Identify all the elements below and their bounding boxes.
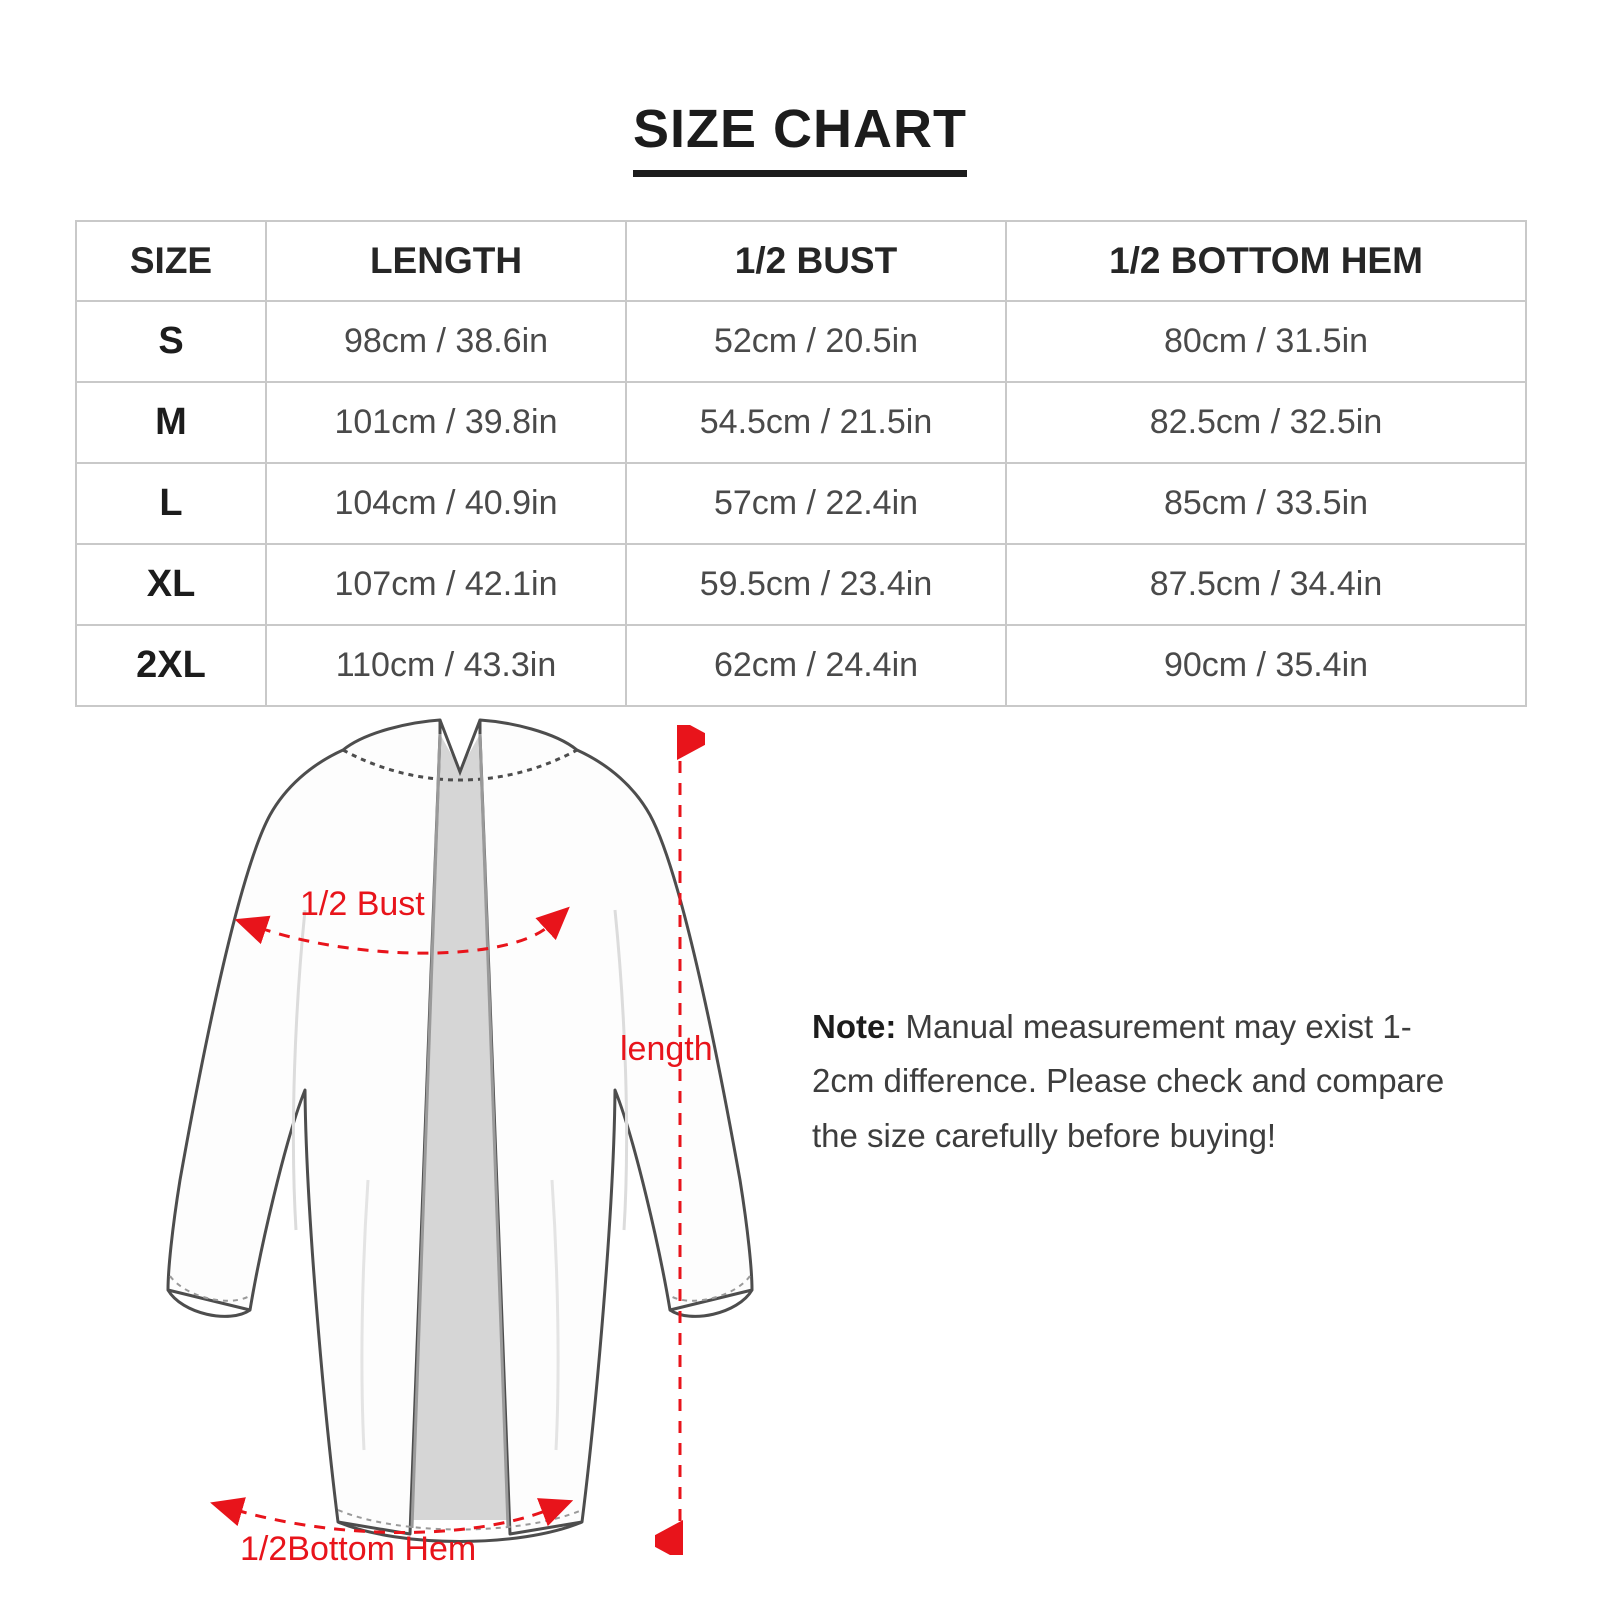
cell-half-bust: 57cm / 22.4in <box>626 463 1006 544</box>
length-measure-arrow <box>655 725 705 1555</box>
table-row <box>76 544 1526 625</box>
cell-length: 101cm / 39.8in <box>266 382 626 463</box>
cell-length: 107cm / 42.1in <box>266 544 626 625</box>
cell-half-bust: 54.5cm / 21.5in <box>626 382 1006 463</box>
cardigan-diagram-icon <box>110 710 810 1570</box>
column-header-length: LENGTH <box>266 221 626 301</box>
page-title <box>0 98 1600 177</box>
note-block <box>812 1000 1452 1163</box>
note-prefix: Note: <box>812 1008 897 1045</box>
size-chart-table <box>75 220 1527 707</box>
length-measure-label: length <box>620 1030 713 1068</box>
cell-half-bottom-hem: 85cm / 33.5in <box>1006 463 1526 544</box>
cell-length: 110cm / 43.3in <box>266 625 626 706</box>
table-row <box>76 463 1526 544</box>
cell-size: S <box>76 301 266 382</box>
cell-half-bottom-hem: 82.5cm / 32.5in <box>1006 382 1526 463</box>
bottom-hem-measure-label: 1/2Bottom Hem <box>240 1530 477 1568</box>
garment-illustration <box>110 710 810 1570</box>
cell-length: 104cm / 40.9in <box>266 463 626 544</box>
column-header-half-bust: 1/2 BUST <box>626 221 1006 301</box>
cell-size: XL <box>76 544 266 625</box>
note-text: Manual measurement may exist 1-2cm difference. Please check and compare the size carefully before buying! <box>812 1008 1445 1154</box>
cell-half-bust: 59.5cm / 23.4in <box>626 544 1006 625</box>
bust-measure-label: 1/2 Bust <box>300 885 425 923</box>
cell-size: 2XL <box>76 625 266 706</box>
page-title-text: SIZE CHART <box>633 98 967 177</box>
cell-size: L <box>76 463 266 544</box>
cell-half-bottom-hem: 87.5cm / 34.4in <box>1006 544 1526 625</box>
column-header-size: SIZE <box>76 221 266 301</box>
size-chart-table-wrapper <box>75 220 1525 707</box>
table-header-row <box>76 221 1526 301</box>
table-row <box>76 301 1526 382</box>
cell-half-bottom-hem: 80cm / 31.5in <box>1006 301 1526 382</box>
cell-half-bottom-hem: 90cm / 35.4in <box>1006 625 1526 706</box>
column-header-half-bottom-hem: 1/2 BOTTOM HEM <box>1006 221 1526 301</box>
table-row <box>76 382 1526 463</box>
cell-size: M <box>76 382 266 463</box>
cell-half-bust: 62cm / 24.4in <box>626 625 1006 706</box>
table-row <box>76 625 1526 706</box>
cell-length: 98cm / 38.6in <box>266 301 626 382</box>
cell-half-bust: 52cm / 20.5in <box>626 301 1006 382</box>
